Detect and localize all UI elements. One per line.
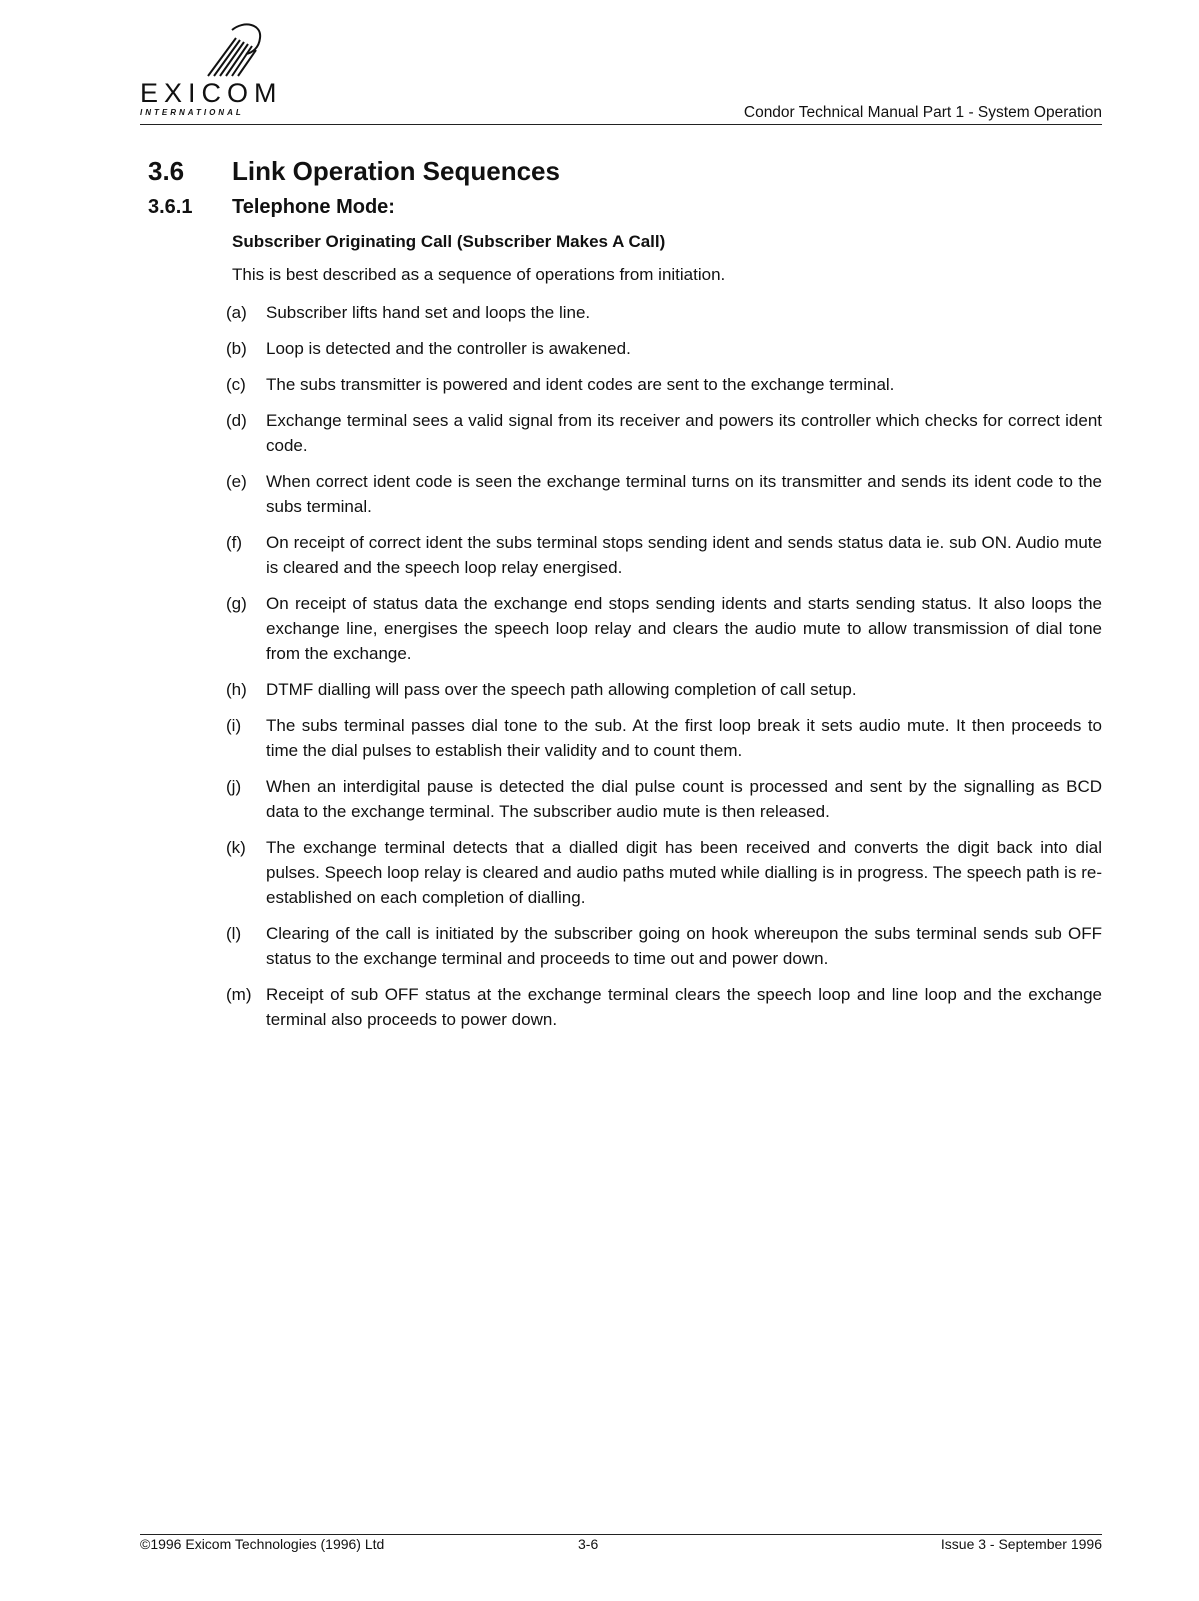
header-title: Condor Technical Manual Part 1 - System Operation (743, 104, 1102, 121)
item-text: Loop is detected and the controller is awakened. (266, 339, 631, 358)
item-text: On receipt of correct ident the subs terminal stops sending ident and sends status data ie. sub ON. Audio mute is cleared and the speech loop relay energised. (266, 533, 1102, 577)
list-item (226, 921, 1102, 971)
footer-page-number: 3-6 (578, 1536, 599, 1552)
footer-rule (140, 1534, 1102, 1535)
item-text: Subscriber lifts hand set and loops the line. (266, 303, 591, 322)
list-item (226, 469, 1102, 519)
company-logo (140, 20, 310, 116)
list-item (226, 982, 1102, 1032)
list-item (226, 530, 1102, 580)
section-number: 3.6 (148, 156, 185, 186)
item-label: (h) (226, 680, 247, 699)
item-label: (d) (226, 411, 247, 430)
item-label: (m) (226, 985, 252, 1004)
item-text: When correct ident code is seen the exchange terminal turns on its transmitter and sends its ident code to the subs terminal. (266, 472, 1102, 516)
item-text: Exchange terminal sees a valid signal from its receiver and powers its controller which checks for correct ident code. (266, 411, 1102, 455)
item-label: (e) (226, 472, 247, 491)
logo-subtitle: INTERNATIONAL (140, 108, 244, 117)
list-item (226, 774, 1102, 824)
item-text: When an interdigital pause is detected the dial pulse count is processed and sent by the signalling as BCD data to the exchange terminal. The subscriber audio mute is then released. (266, 777, 1102, 821)
list-item (226, 713, 1102, 763)
subheading: Subscriber Originating Call (Subscriber Makes A Call) (232, 232, 666, 251)
item-text: Receipt of sub OFF status at the exchange terminal clears the speech loop and line loop and the exchange terminal also proceeds to power down. (266, 985, 1102, 1029)
item-label: (b) (226, 339, 247, 358)
item-label: (l) (226, 924, 242, 943)
list-item (226, 372, 1102, 397)
item-label: (j) (226, 777, 242, 796)
item-text: On receipt of status data the exchange end stops sending idents and starts sending status. It also loops the exchange line, energises the speech loop relay and clears the audio mute to allow transmission of dial tone from the exchange. (266, 594, 1102, 663)
sequence-list (226, 300, 1102, 1043)
footer-issue: Issue 3 - September 1996 (940, 1536, 1102, 1552)
item-label: (i) (226, 716, 242, 735)
footer-copyright: ©1996 Exicom Technologies (1996) Ltd (140, 1536, 385, 1552)
item-text: DTMF dialling will pass over the speech path allowing completion of call setup. (266, 680, 857, 699)
item-label: (a) (226, 303, 247, 322)
item-text: The subs transmitter is powered and ident codes are sent to the exchange terminal. (266, 375, 895, 394)
list-item (226, 336, 1102, 361)
item-label: (k) (226, 838, 246, 857)
item-label: (g) (226, 594, 247, 613)
header-rule (140, 124, 1102, 125)
list-item (226, 408, 1102, 458)
item-text: The exchange terminal detects that a dialled digit has been received and converts the digit back into dial pulses. Speech loop relay is cleared and audio paths muted while dialling is in progress. The speech path is re-established on each completion of dialling. (266, 838, 1102, 907)
list-item (226, 591, 1102, 666)
logo-mark-icon (202, 20, 264, 80)
section-title: Link Operation Sequences (232, 156, 560, 186)
item-text: The subs terminal passes dial tone to the sub. At the first loop break it sets audio mute. It then proceeds to time the dial pulses to establish their validity and to count them. (266, 716, 1102, 760)
item-text: Clearing of the call is initiated by the subscriber going on hook whereupon the subs terminal sends sub OFF status to the exchange terminal and proceeds to time out and power down. (266, 924, 1102, 968)
logo-wordmark: EXICOM (140, 78, 283, 108)
subsection-title: Telephone Mode: (232, 196, 395, 218)
item-label: (c) (226, 375, 246, 394)
intro-paragraph: This is best described as a sequence of operations from initiation. (232, 265, 726, 284)
list-item (226, 835, 1102, 910)
subsection-number: 3.6.1 (148, 196, 193, 218)
item-label: (f) (226, 533, 243, 552)
list-item (226, 677, 1102, 702)
list-item (226, 300, 1102, 325)
